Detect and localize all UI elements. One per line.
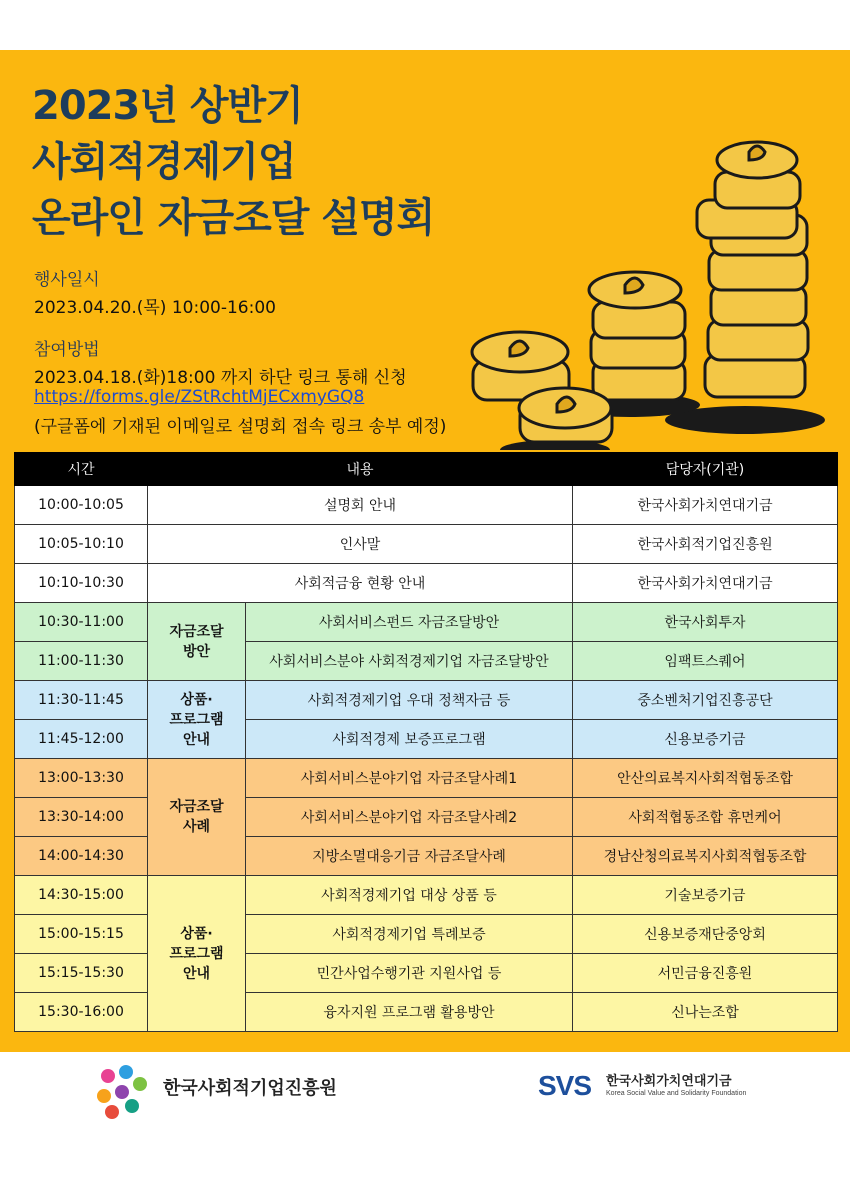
cell-org: 신용보증재단중앙회 [573,915,838,954]
cell-content: 사회서비스분야기업 자금조달사례2 [246,798,573,837]
table-row [15,954,838,993]
title-line-1: 2023년 상반기 [32,83,303,129]
cell-time: 15:15-15:30 [15,954,148,993]
table-row [15,564,838,603]
cell-org: 안산의료복지사회적협동조합 [573,759,838,798]
cell-content: 인사말 [148,525,573,564]
cell-time: 14:30-15:00 [15,876,148,915]
cell-content: 사회서비스분야 사회적경제기업 자금조달방안 [246,642,573,681]
cell-time: 15:30-16:00 [15,993,148,1032]
cell-content: 설명회 안내 [148,486,573,525]
cell-time: 13:30-14:00 [15,798,148,837]
header-content: 내용 [148,453,573,486]
cell-content: 사회서비스분야기업 자금조달사례1 [246,759,573,798]
cell-content: 사회적경제기업 특례보증 [246,915,573,954]
cell-time: 13:00-13:30 [15,759,148,798]
cell-time: 15:00-15:15 [15,915,148,954]
event-title [32,78,434,246]
cell-content: 사회적경제기업 대상 상품 등 [246,876,573,915]
kosea-name: 한국사회적기업진흥원 [163,1078,337,1099]
registration-note: (구글폼에 기재된 이메일로 설명회 접속 링크 송부 예정) [34,417,447,437]
method-label: 참여방법 [34,340,100,360]
cell-time: 11:45-12:00 [15,720,148,759]
cell-org: 한국사회적기업진흥원 [573,525,838,564]
date-label: 행사일시 [34,270,100,290]
cell-org: 임팩트스퀘어 [573,642,838,681]
table-row [15,486,838,525]
table-row [15,837,838,876]
header-org: 담당자(기관) [573,453,838,486]
table-row [15,915,838,954]
table-row [15,876,838,915]
cell-time: 10:05-10:10 [15,525,148,564]
table-row [15,798,838,837]
svs-name: 한국사회가치연대기금 [606,1074,732,1089]
cell-time: 11:00-11:30 [15,642,148,681]
cell-org: 한국사회가치연대기금 [573,564,838,603]
schedule-table [14,452,838,1032]
cell-org: 중소벤처기업진흥공단 [573,681,838,720]
title-line-3: 온라인 자금조달 설명회 [32,195,435,241]
method-value: 2023.04.18.(화)18:00 까지 하단 링크 통해 신청 [34,368,407,388]
cell-org: 신용보증기금 [573,720,838,759]
table-header [15,453,838,486]
svs-english-name: Korea Social Value and Solidarity Foundation [606,1090,747,1097]
cell-content: 사회적금융 현황 안내 [148,564,573,603]
table-row [15,525,838,564]
group-label-funding-plan: 자금조달 방안 [148,603,246,681]
cell-org: 서민금융진흥원 [573,954,838,993]
cell-org: 신나는조합 [573,993,838,1032]
header-time: 시간 [15,453,148,486]
cell-content: 사회서비스펀드 자금조달방안 [246,603,573,642]
cell-content: 사회적경제기업 우대 정책자금 등 [246,681,573,720]
svs-logo [538,1070,591,1102]
svs-logo-mark: SVS [538,1070,592,1101]
cell-org: 한국사회가치연대기금 [573,486,838,525]
cell-content: 융자지원 프로그램 활용방안 [246,993,573,1032]
table-row [15,681,838,720]
registration-link[interactable]: https://forms.gle/ZStRchtMjECxmyGQ8 [34,387,365,407]
date-value: 2023.04.20.(목) 10:00-16:00 [34,298,276,318]
table-row [15,642,838,681]
cell-time: 10:10-10:30 [15,564,148,603]
table-row [15,993,838,1032]
coin-stacks-illustration [465,130,835,450]
group-label-funding-cases: 자금조달 사례 [148,759,246,876]
cell-time: 14:00-14:30 [15,837,148,876]
kosea-logo-mark [92,1062,152,1122]
group-label-products-2: 상품· 프로그램 안내 [148,876,246,1032]
table-row [15,759,838,798]
cell-org: 기술보증기금 [573,876,838,915]
cell-org: 경남산청의료복지사회적협동조합 [573,837,838,876]
cell-content: 민간사업수행기관 지원사업 등 [246,954,573,993]
cell-time: 10:00-10:05 [15,486,148,525]
title-line-2: 사회적경제기업 [32,139,296,185]
cell-org: 사회적협동조합 휴먼케어 [573,798,838,837]
cell-content: 사회적경제 보증프로그램 [246,720,573,759]
cell-content: 지방소멸대응기금 자금조달사례 [246,837,573,876]
table-row [15,720,838,759]
cell-org: 한국사회투자 [573,603,838,642]
group-label-products-1: 상품· 프로그램 안내 [148,681,246,759]
cell-time: 10:30-11:00 [15,603,148,642]
table-row [15,603,838,642]
cell-time: 11:30-11:45 [15,681,148,720]
